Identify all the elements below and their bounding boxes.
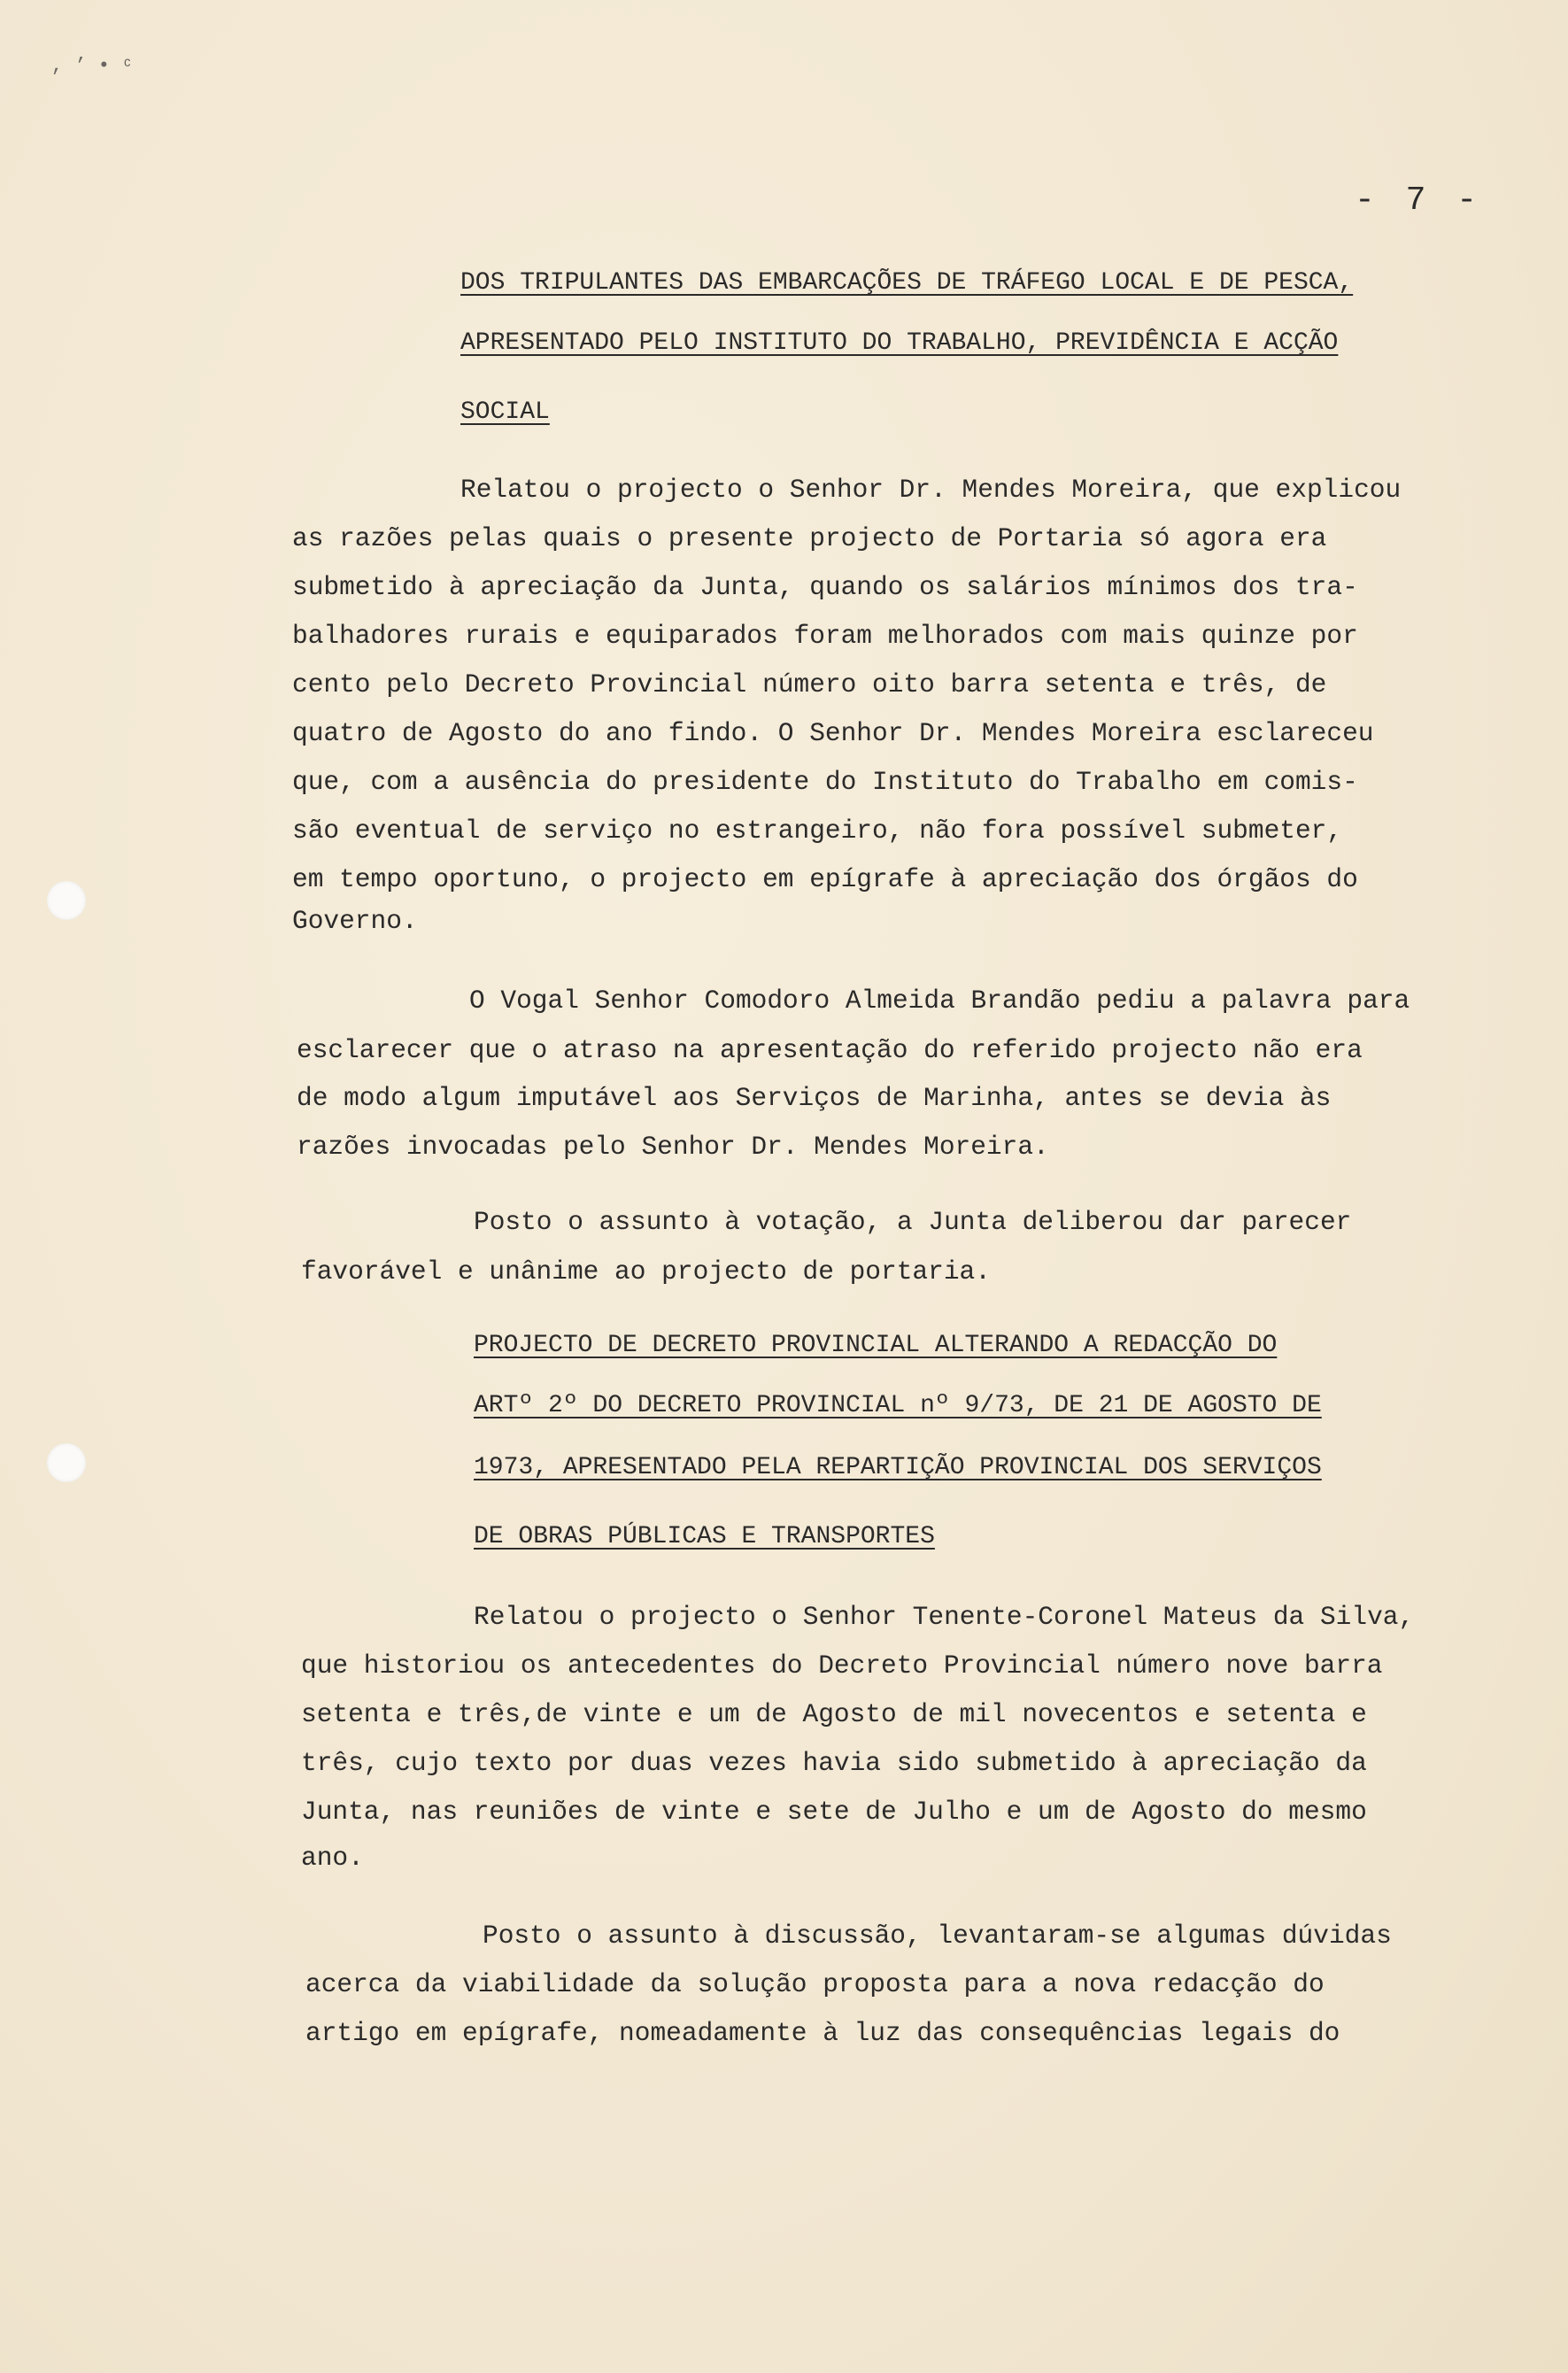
paragraph2-line: O Vogal Senhor Comodoro Almeida Brandão pediu a palavra para <box>469 986 1410 1016</box>
paragraph3-line: favorável e unânime ao projecto de portaria. <box>301 1256 991 1287</box>
paragraph2-line: de modo algum imputável aos Serviços de Marinha, antes se devia às <box>297 1083 1332 1113</box>
paragraph4-line: três, cujo texto por duas vezes havia sido submetido à apreciação da <box>301 1748 1367 1778</box>
paragraph1-line: quatro de Agosto do ano findo. O Senhor Dr. Mendes Moreira esclareceu <box>292 718 1374 748</box>
paragraph1-line: em tempo oportuno, o projecto em epígrafe à apreciação dos órgãos do <box>292 864 1358 894</box>
paragraph4-line: Relatou o projecto o Senhor Tenente-Coronel Mateus da Silva, <box>474 1602 1415 1632</box>
heading2-line: ARTº 2º DO DECRETO PROVINCIAL nº 9/73, DE 21 DE AGOSTO DE <box>474 1392 1322 1419</box>
paragraph1-line: Governo. <box>292 906 418 936</box>
paragraph3-line: Posto o assunto à votação, a Junta deliberou dar parecer <box>474 1207 1352 1237</box>
paragraph4-line: que historiou os antecedentes do Decreto Provincial número nove barra <box>301 1650 1383 1681</box>
paragraph5-line: artigo em epígrafe, nomeadamente à luz das consequências legais do <box>305 2018 1340 2048</box>
heading1-line: DOS TRIPULANTES DAS EMBARCAÇÕES DE TRÁFEGO LOCAL E DE PESCA, <box>460 269 1354 297</box>
paragraph1-line: as razões pelas quais o presente projecto de Portaria só agora era <box>292 523 1327 553</box>
corner-marks: , ’ • ᶜ <box>51 55 134 77</box>
paragraph5-line: acerca da viabilidade da solução proposta para a nova redacção do <box>305 1969 1325 1999</box>
paragraph1-line: cento pelo Decreto Provincial número oito barra setenta e três, de <box>292 669 1327 700</box>
paragraph1-line: que, com a ausência do presidente do Instituto do Trabalho em comis- <box>292 767 1358 797</box>
paragraph1-line: são eventual de serviço no estrangeiro, não fora possível submeter, <box>292 815 1343 846</box>
heading1-line: SOCIAL <box>460 398 550 426</box>
paragraph1-line: submetido à apreciação da Junta, quando os salários mínimos dos tra- <box>292 572 1358 602</box>
paragraph4-line: ano. <box>301 1843 364 1873</box>
paragraph5-line: Posto o assunto à discussão, levantaram-se algumas dúvidas <box>483 1921 1392 1951</box>
heading2-line: DE OBRAS PÚBLICAS E TRANSPORTES <box>474 1523 935 1550</box>
paragraph2-line: razões invocadas pelo Senhor Dr. Mendes Moreira. <box>297 1132 1049 1162</box>
paragraph4-line: Junta, nas reuniões de vinte e sete de Julho e um de Agosto do mesmo <box>301 1797 1367 1827</box>
paragraph4-line: setenta e três,de vinte e um de Agosto de mil novecentos e setenta e <box>301 1699 1367 1729</box>
punch-hole-top <box>47 881 86 920</box>
paragraph2-line: esclarecer que o atraso na apresentação do referido projecto não era <box>297 1035 1363 1065</box>
paragraph1-line: balhadores rurais e equiparados foram melhorados com mais quinze por <box>292 621 1358 651</box>
page-number: - 7 - <box>1355 182 1483 220</box>
punch-hole-bottom <box>47 1443 86 1482</box>
heading1-line: APRESENTADO PELO INSTITUTO DO TRABALHO, PREVIDÊNCIA E ACÇÃO <box>460 329 1339 357</box>
heading2-line: 1973, APRESENTADO PELA REPARTIÇÃO PROVINCIAL DOS SERVIÇOS <box>474 1454 1322 1481</box>
heading2-line: PROJECTO DE DECRETO PROVINCIAL ALTERANDO A REDACÇÃO DO <box>474 1332 1278 1359</box>
paragraph1-line: Relatou o projecto o Senhor Dr. Mendes Moreira, que explicou <box>460 475 1402 505</box>
